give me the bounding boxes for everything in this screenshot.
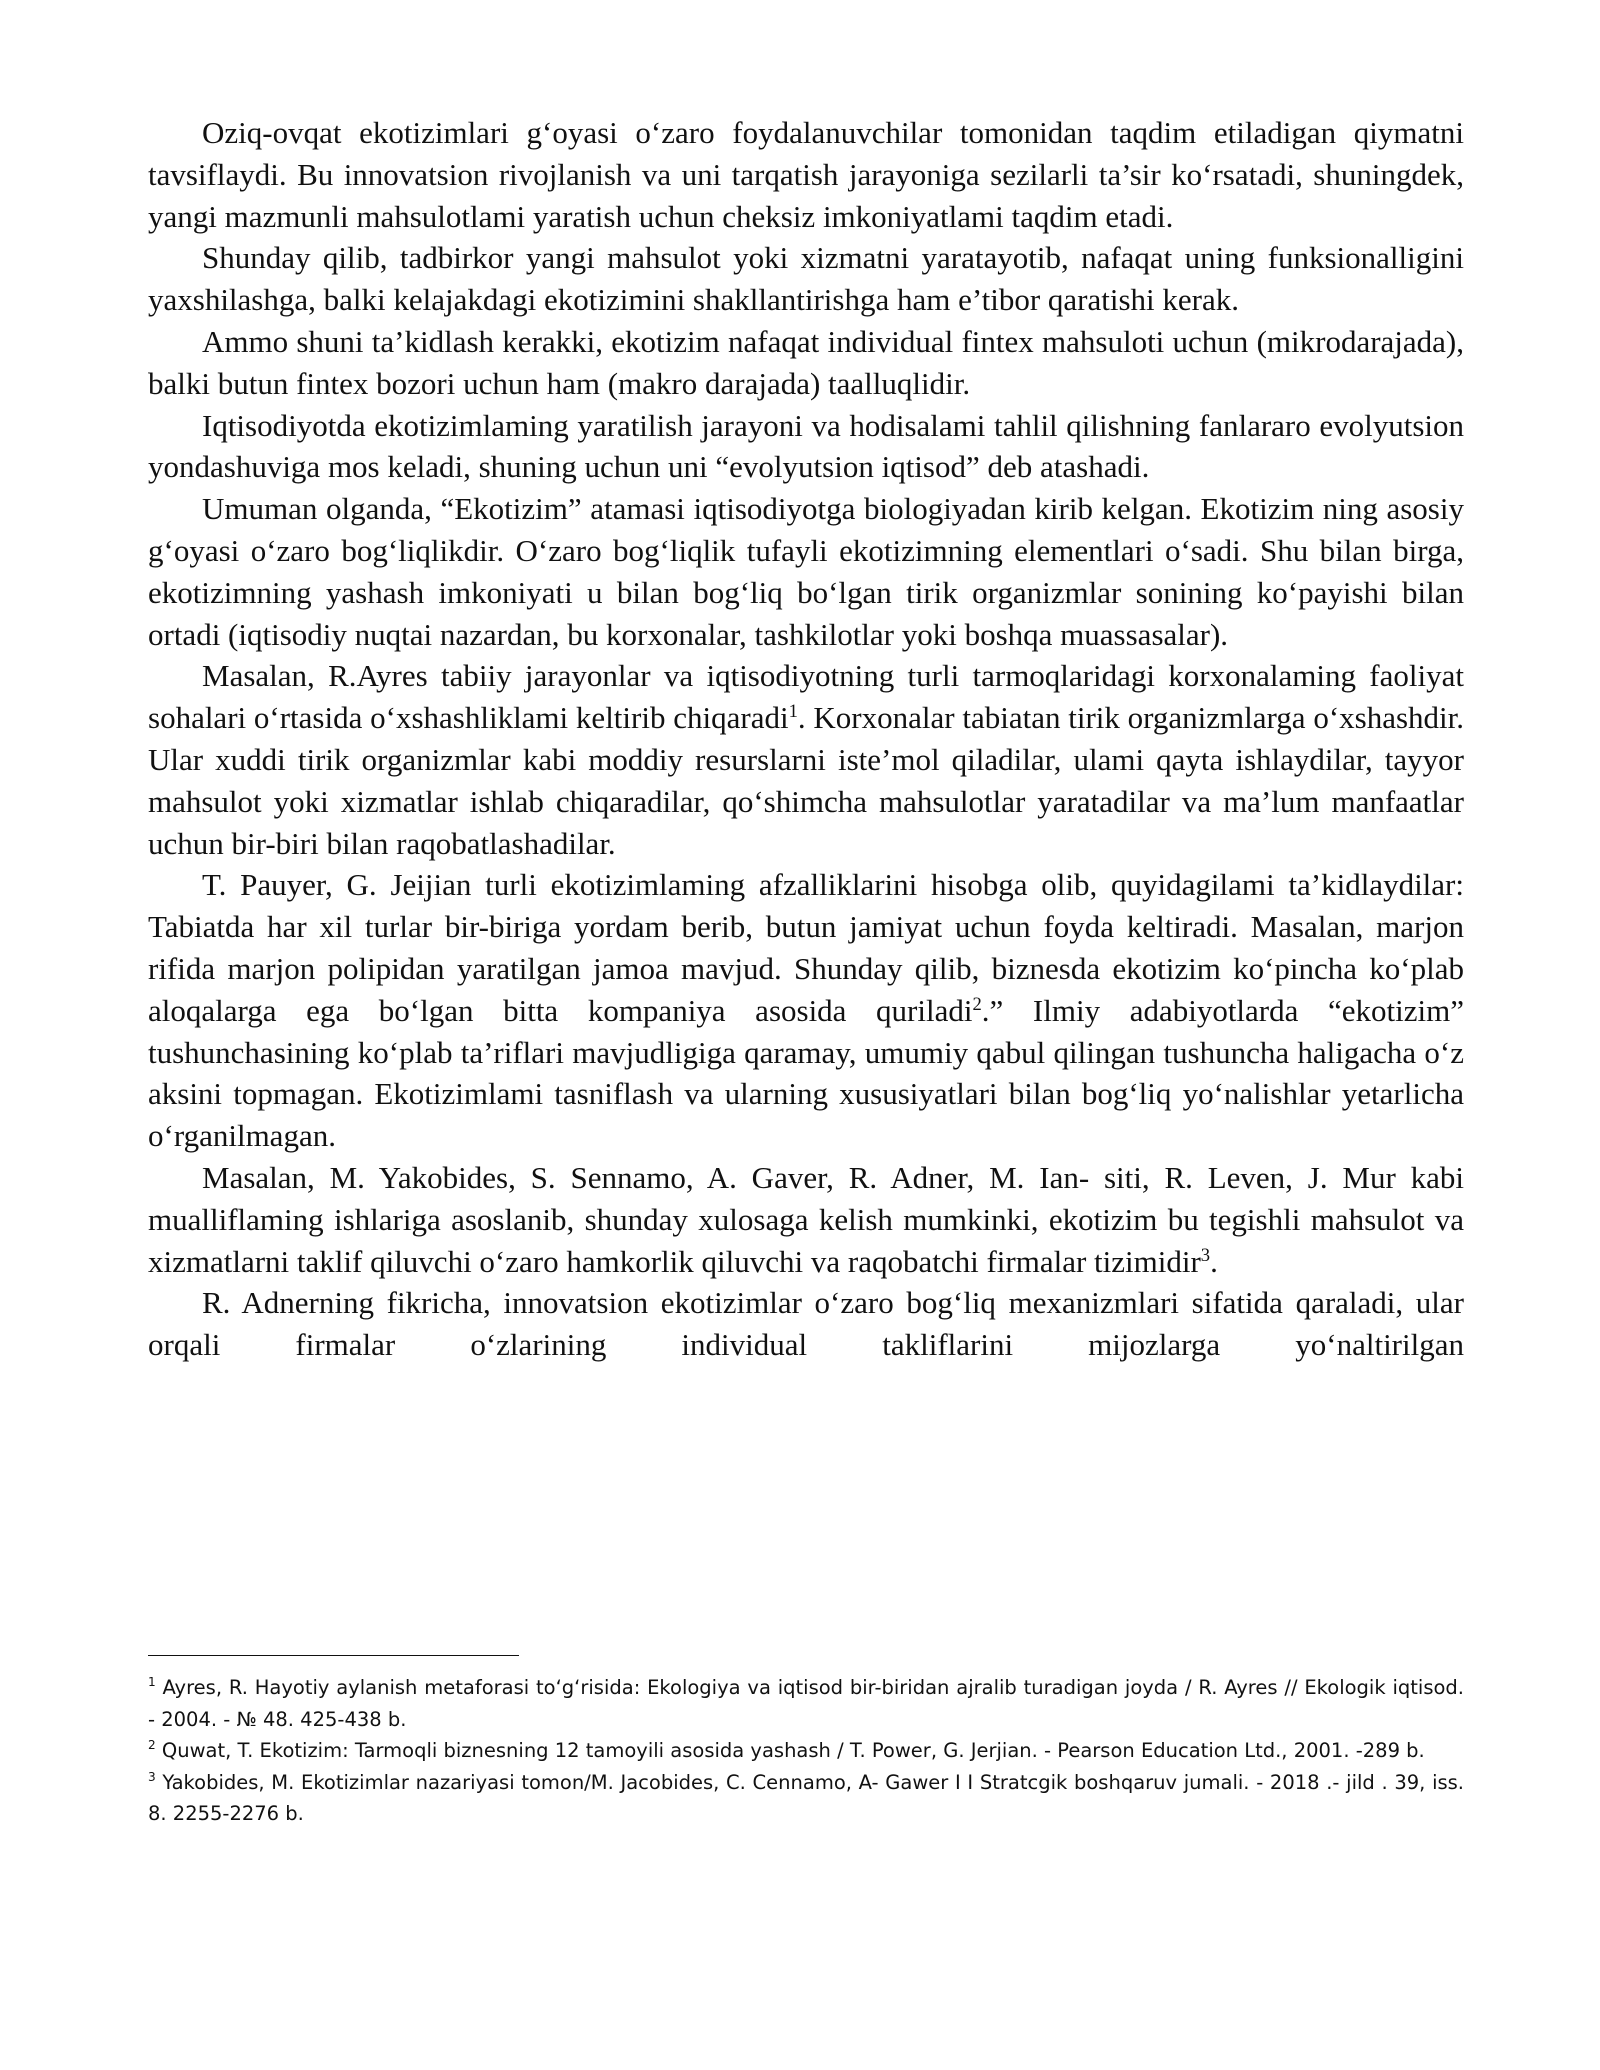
paragraph: T. Pauyer, G. Jeijian turli ekotizimlaming afzalliklarini hisobga olib, quyidagilami ta’kidlaydilar: Tabiatda har xil turlar bir-biriga yordam berib, butun jamiyat uchun foyda keltiradi. Masalan, marjon rifida marjon polipidan yaratilgan jamoa mavjud. Shunday qilib, biznesda ekotizim ko‘pincha ko‘plab aloqalarga ega bo‘lgan bitta kompaniya asosida quriladi$^2$.” Ilmiy adabiyotlarda “ekotizim” tushunchasining ko‘plab ta’riflari mavjudligiga qaramay, umumiy qabul qilingan tushuncha haligacha o‘z aksini topmagan. Ekotizimlami tasniflash va ularning xususiyatlari bilan bog‘liq yo‘nalishlar yetarlicha o‘rganilmagan. — [148, 867, 1464, 1154]
paragraph: Masalan, M. Yakobides, S. Sennamo, A. Gaver, R. Adner, M. Ian- siti, R. Leven, J. Mur kabi mualliflaming ishlariga asoslanib, shunday xulosaga kelish mumkinki, ekotizim bu tegishli mahsulot va xizmatlarni taklif qiluvchi o‘zaro hamkorlik qiluvchi va raqobatchi firmalar tizimidir$^3$. — [148, 1159, 1464, 1279]
paragraph: Masalan, R.Ayres tabiiy jarayonlar va iqtisodiyotning turli tarmoqlaridagi korxonalaming faoliyat sohalari o‘rtasida o‘xshashliklami keltirib chiqaradi$^1$. Korxonalar tabiatan tirik organizmlarga o‘xshashdir. Ular xuddi tirik organizmlar kabi moddiy resurslarni iste’mol qiladilar, ulami qayta ishlaydilar, tayyor mahsulot yoki xizmatlar ishlab chiqaradilar, qo‘shimcha mahsulotlar yaratadilar va ma’lum manfaatlar uchun bir-biri bilan raqobatlashadilar. — [148, 658, 1465, 861]
footnote-number: 2 — [148, 1738, 156, 1753]
footnote-ref[interactable]: 1 — [788, 701, 798, 722]
paragraph: Oziq-ovqat ekotizimlari g‘oyasi o‘zaro foydalanuvchilar tomonidan taqdim etiladigan qiymatni tavsiflaydi. Bu innovatsion rivojlanish va uni tarqatish jarayoniga sezilarli ta’sir ko‘rsatadi, shuningdek, yangi mazmunli mahsulotlami yaratish uchun cheksiz imkoniyatlami taqdim etadi. — [148, 115, 1464, 234]
footnote: $^2$ Quwat, T. Ekotizim: Tarmoqli biznesning 12 tamoyili asosida yashash / T. Power, G. Jerjian. - Pearson Education Ltd., 2001. -289 b. — [148, 1738, 1425, 1762]
footnote-divider — [148, 1655, 519, 1656]
footnote-number: 3 — [148, 1769, 156, 1784]
footnote-ref[interactable]: 2 — [972, 993, 982, 1015]
paragraph: Umuman olganda, “Ekotizim” atamasi iqtisodiyotga biologiyadan kirib kelgan. Ekotizim ning asosiy g‘oyasi o‘zaro bog‘liqlikdir. O‘zaro bog‘liqlik tufayli ekotizimning elementlari o‘sadi. Shu bilan birga, ekotizimning yashash imkoniyati u bilan bog‘liq bo‘lgan tirik organizmlar sonining ko‘payishi bilan ortadi (iqtisodiy nuqtai nazardan, bu korxonalar, tashkilotlar yoki boshqa muassasalar). — [148, 491, 1464, 652]
footnote: $^3$ Yakobides, M. Ekotizimlar nazariyasi tomon/M. Jacobides, C. Cennamo, A- Gawer I I Stratcgik boshqaruv jumali. - 2018 .- jild . 39, iss. 8. 2255-2276 b. — [148, 1769, 1464, 1825]
paragraph: Iqtisodiyotda ekotizimlaming yaratilish jarayoni va hodisalami tahlil qilishning fanlararo evolyutsion yondashuviga mos keladi, shuning uchun uni “evolyutsion iqtisod” deb atashadi. — [148, 407, 1464, 485]
paragraph: Ammo shuni ta’kidlash kerakki, ekotizim nafaqat individual fintex mahsuloti uchun (mikrodarajada), balki butun fintex bozori uchun ham (makro darajada) taalluqlidir. — [148, 323, 1464, 401]
footnote-number: 1 — [148, 1675, 156, 1690]
document-body — [148, 112, 1464, 1366]
paragraph: R. Adnerning fikricha, innovatsion ekotizimlar o‘zaro bog‘liq mexanizmlari sifatida qaraladi, ular orqali firmalar o‘zlarining individual takliflarini mijozlarga yo‘naltirilgan — [148, 1285, 1464, 1363]
footnote-ref[interactable]: 3 — [1200, 1244, 1211, 1266]
paragraph: Shunday qilib, tadbirkor yangi mahsulot yoki xizmatni yaratayotib, nafaqat uning funksionalligini yaxshilashga, balki kelajakdagi ekotizimini shakllantirishga ham e’tibor qaratishi kerak. — [148, 240, 1464, 318]
footnotes — [148, 1672, 1464, 1830]
footnote: $^1$ Ayres, R. Hayotiy aylanish metaforasi to‘g‘risida: Ekologiya va iqtisod bir-biridan ajralib turadigan joyda / R. Ayres // Ekologik iqtisod. - 2004. - № 48. 425-438 b. — [148, 1675, 1464, 1731]
